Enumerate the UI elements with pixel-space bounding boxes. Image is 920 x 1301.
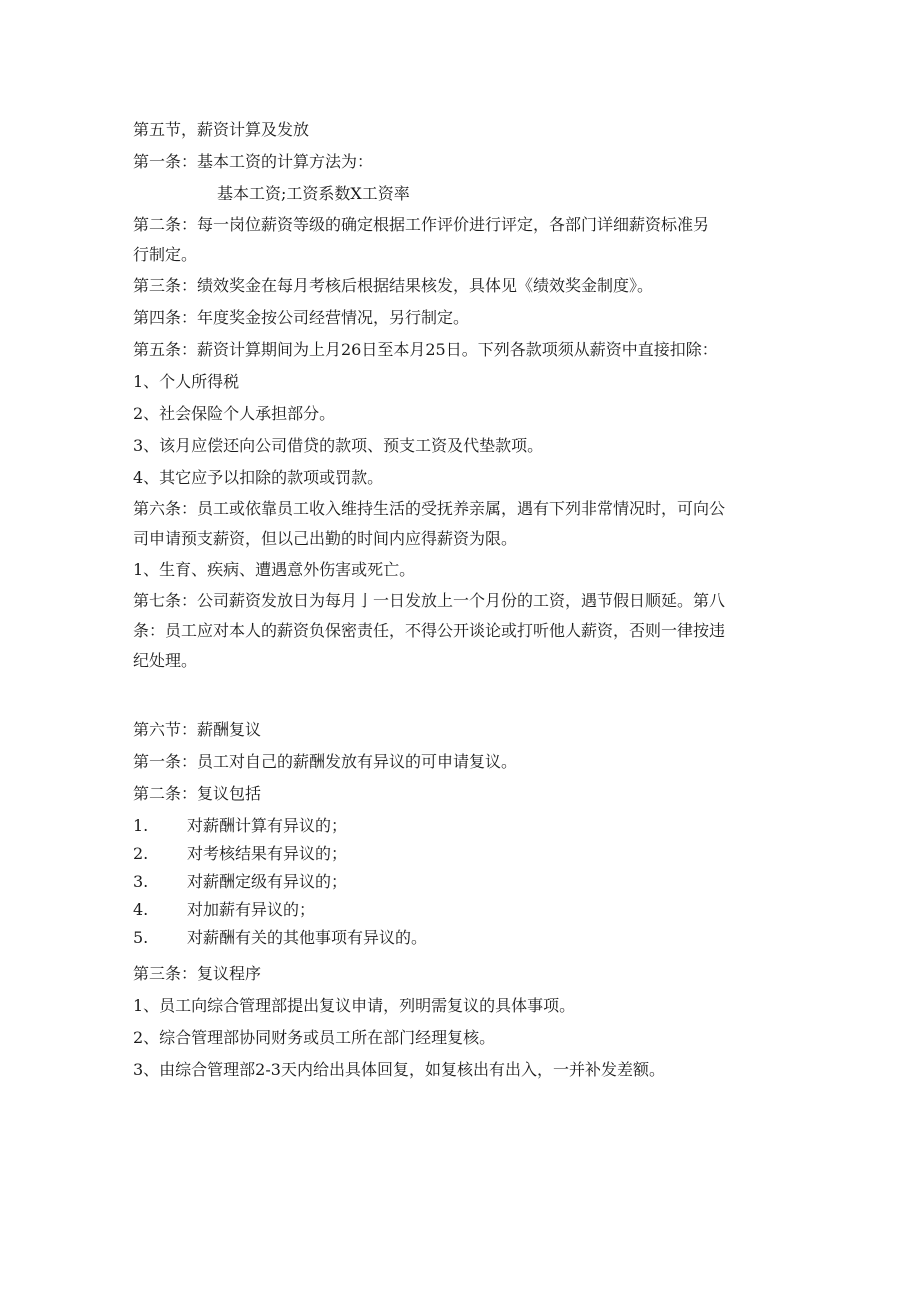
article-1: 第一条：基本工资的计算方法为：	[133, 152, 374, 171]
review-article-2: 第二条：复议包括	[133, 784, 262, 803]
review-article-3: 第三条：复议程序	[133, 964, 262, 983]
deduction-item-2: 2、社会保险个人承担部分。	[133, 404, 336, 423]
article-5: 第五条：薪资计算期间为上月26日至本月25日。下列各款项须从薪资中直接扣除：	[133, 340, 718, 359]
article-6: 第六条：员工或依靠员工收入维持生活的受抚养亲属，遇有下列非常情况时，可向公 司申请预支薪资，但以己出勤的时间内应得薪资为限。	[133, 499, 726, 548]
procedure-step-2: 2、综合管理部协同财务或员工所在部门经理复核。	[133, 1028, 496, 1047]
list-item: 3. 对薪酬定级有异议的；	[133, 872, 348, 891]
list-item: 1. 对薪酬计算有异议的；	[133, 816, 348, 835]
review-article-1: 第一条：员工对自己的薪酬发放有异议的可申请复议。	[133, 752, 518, 771]
section-5-title: 第五节，薪资计算及发放	[133, 120, 310, 139]
deduction-item-3: 3、该月应偿还向公司借贷的款项、预支工资及代垫款项。	[133, 436, 544, 455]
procedure-step-3: 3、由综合管理部2-3天内给出具体回复，如复核出有出入，一并补发差额。	[133, 1060, 665, 1079]
review-scope-list	[133, 812, 773, 952]
list-item: 4. 对加薪有异议的；	[133, 900, 316, 919]
list-item: 5. 对薪酬有关的其他事项有异议的。	[133, 928, 428, 947]
section-6-title: 第六节：薪酬复议	[133, 720, 262, 739]
deduction-item-4: 4、其它应予以扣除的款项或罚款。	[133, 468, 384, 487]
deduction-item-1: 1、个人所得税	[133, 372, 240, 391]
salary-formula: 基本工资;工资系数X工资率	[217, 184, 410, 203]
article-7-8: 第七条：公司薪资发放日为每月亅一日发放上一个月份的工资，遇节假日顺延。第八 条：员工应对本人的薪资负保密责任，不得公开谈论或打听他人薪资，否则一律按违 纪处理。	[133, 591, 726, 670]
list-item: 2. 对考核结果有异议的；	[133, 844, 348, 863]
article-2: 第二条：每一岗位薪资等级的确定根据工作评价进行评定，各部门详细薪资标准另 行制定。	[133, 215, 710, 264]
procedure-step-1: 1、员工向综合管理部提出复议申请，列明需复议的具体事项。	[133, 996, 576, 1015]
section-6	[133, 714, 773, 1086]
article-3: 第三条：绩效奖金在每月考核后根据结果核发，具体见《绩效奖金制度》。	[133, 276, 654, 295]
advance-condition-item: 1、生育、疾病、遭遇意外伤害或死亡。	[133, 560, 416, 579]
section-5	[133, 114, 773, 676]
article-4: 第四条：年度奖金按公司经营情况，另行制定。	[133, 308, 470, 327]
